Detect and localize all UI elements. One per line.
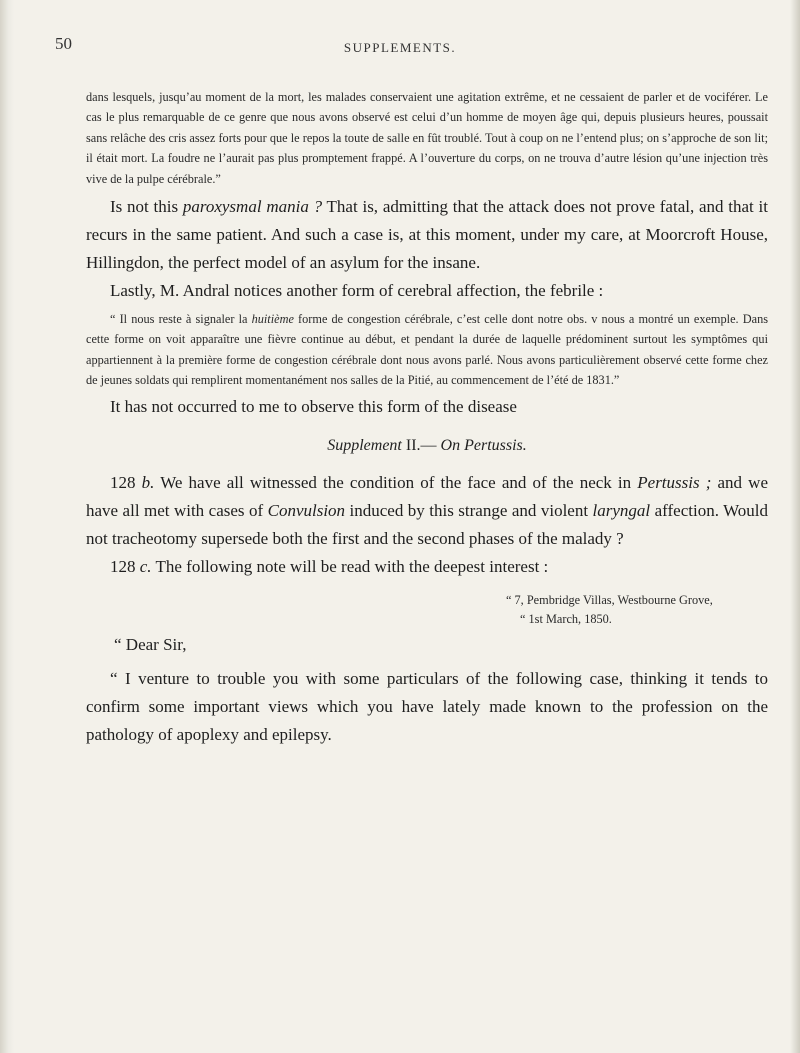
italic-term: Pertussis ; [637, 472, 712, 492]
page-edge-right [790, 0, 800, 1053]
text-segment: forme de congestion cérébrale, c’est celle dont notre obs. v nous a montré un exemple. Dans cette forme on voit apparaître une fièvre continue au début, et pendant la durée de laquelle prédominent surtout les symptômes qui appartiennent à la première forme de congestion cérébrale dont nous avons parlé. Nous avons particulièrement observé cette forme chez de jeunes soldats qui remplirent momentanément nos salles de la Pitié, au commencement de l’été de 1831.” [86, 312, 768, 388]
paragraph-128b [86, 469, 768, 553]
section-number: 128 [110, 556, 140, 576]
italic-term: huitième [251, 312, 294, 327]
letter-address-line: “ 7, Pembridge Villas, Westbourne Grove, [506, 592, 713, 607]
page-edge-left [0, 0, 14, 1053]
letter-date-line: “ 1st March, 1850. [520, 611, 612, 626]
italic-term: paroxysmal mania ? [182, 197, 323, 217]
text-segment: The following note will be read with the deepest interest : [151, 556, 549, 576]
section-heading [86, 433, 768, 459]
text-segment: affection. Would not tracheotomy supersede both the first and the second phases of the malady ? [86, 500, 769, 548]
paragraph-not-observed: It has not occurred to me to observe this form of the disease [110, 396, 517, 416]
italic-term: Convulsion [267, 500, 346, 520]
section-sub-letter: c. [139, 556, 152, 576]
letter-salutation: “ Dear Sir, [114, 634, 187, 654]
text-segment: Is not this [110, 197, 183, 217]
heading-supplement: Supplement [327, 436, 402, 454]
french-quote-continued: dans lesquels, jusqu’au moment de la mort, les malades conservaient une agitation extrême, et ne cessaient de parler et de vociférer. Le cas le plus remarquable de ce genre que nous avons observé est celui d’un homme de moyen âge qui, depuis plusieurs heures, poussait sans relâche des cris assez forts pour que le repos la toute de salle en fût troublé. Tout à coup on ne l’entend plus; on s’approche de son lit; il était mort. La foudre ne l’aurait pas plus promptement frappé. A l’ouverture du corps, on ne trouva d’autre lésion qu’une injection très vive de la pulpe cérébrale.” [86, 90, 768, 186]
heading-topic: On Pertussis. [440, 436, 527, 454]
running-head: SUPPLEMENTS. [343, 40, 457, 55]
text-segment: “ Il nous reste à signaler la [110, 312, 252, 327]
text-segment: induced by this strange and violent [345, 500, 593, 520]
heading-number: II.— [401, 436, 441, 454]
letter-paragraph: “ I venture to trouble you with some particulars of the following case, thinking it tends to confirm some important views which you have lately made known to the profession on the pathology of apoplexy and epilepsy. [86, 668, 768, 744]
page-body [86, 87, 768, 749]
italic-term: laryngal [592, 500, 651, 520]
text-segment: That is, admitting that the attack does not prove fatal, and that it recurs in the same patient. And such a case is, at this moment, under my care, at Moorcroft House, Hillingdon, the perfect model of an asylum for the insane. [86, 197, 768, 273]
section-number: 128 [110, 472, 142, 492]
text-segment: We have all witnessed the condition of the face and of the neck in [154, 472, 638, 492]
paragraph-febrile-form: Lastly, M. Andral notices another form of cerebral affection, the febrile : [110, 281, 604, 301]
paragraph-128c [86, 553, 768, 581]
text-segment: and we have all met with cases of [86, 472, 769, 520]
paragraph-paroxysmal-mania [86, 193, 768, 277]
french-quote-andral [86, 309, 768, 391]
page-number: 50 [55, 34, 72, 53]
section-sub-letter: b. [141, 472, 155, 492]
